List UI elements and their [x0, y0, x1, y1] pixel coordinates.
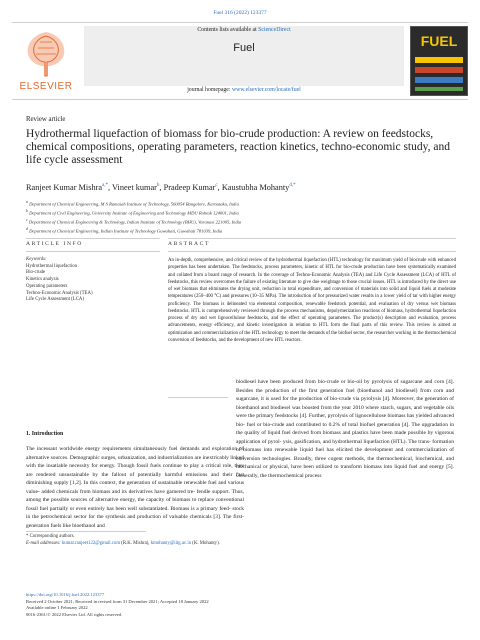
journal-banner	[84, 26, 404, 86]
keyword: Techno-Economic Analysis (TEA)	[26, 290, 93, 296]
email-line: E-mail addresses: kumar.ranjeet122@gmail.com (R.K. Mishra), kmohanty@iitg.ac.in (K. Mohanty).	[26, 540, 220, 546]
article-info-heading: ARTICLE INFO	[26, 241, 83, 247]
publication-info	[26, 592, 456, 619]
intro-right-column: biodiesel have been produced from bio-crude or bio-oil by pyrolysis of sugarcane and corn [4]. Besides the production of the first generation fuel (bioethanol and biodiesel) from corn and sugarcane, it is used for the production of bio-crude via pyrolysis [4]. Moreover, the generation of bioethanol and biodiesel was boosted from the year 2010 where starch, sugars, and vegetable oils were the primary feedstocks [4]. Further, pyrolysis of lignocellulose biomass has yielded advanced bio- fuel or bio-crude and contributed to 0.2% of total biofuel generation [4]. The upgradation in the quality of liquid fuel derived from biomass and plastics have been made possible by vigorous application of pyrol- ysis, gasification, and hydrothermal liquefaction (HTL). The trans- formation of biomass into renewable liquid fuel has elicited the development and commercialization of conversion technologies. Broadly, three cogent methods, the thermochemical, biochemical, and mechanical or physical, have been utilized to transform biomass into liquid fuel and energy [5]. Generally, the thermochemical process	[236, 379, 454, 479]
email-link[interactable]: kumar.ranjeet122@gmail.com	[61, 540, 121, 546]
contents-text: Contents lists available at	[197, 27, 259, 33]
footnotes	[26, 534, 456, 547]
journal-name: Fuel	[233, 42, 255, 54]
contents-line	[84, 27, 404, 33]
journal-reference[interactable]: Fuel 316 (2022) 123377	[213, 10, 267, 16]
author[interactable]: Pradeep Kumar$^c$,	[163, 183, 222, 192]
email-link[interactable]: kmohanty@iitg.ac.in	[150, 540, 192, 546]
affiliation: $^b$ Department of Civil Engineering, University Institute of Engineering and Technology MDU Rohtak 124001, India	[26, 208, 239, 216]
author[interactable]: Vineet kumar$^b$,	[112, 183, 164, 192]
doi-link[interactable]: https://doi.org/10.1016/j.fuel.2022.123377	[26, 592, 105, 597]
sciencedirect-link[interactable]: ScienceDirect	[258, 27, 291, 33]
divider	[168, 251, 456, 252]
journal-cover[interactable]	[410, 26, 468, 96]
keyword: Life Cycle Assessment (LCA)	[26, 297, 84, 303]
homepage-text: journal homepage:	[187, 87, 232, 93]
publisher-name: ELSEVIER	[19, 81, 73, 92]
abstract-heading: ABSTRACT	[168, 241, 211, 247]
affiliation: $^a$ Department of Chemical Engineering, M S Ramaiah Institute of Technology, 560054 Bangalore, Karnataka, India	[26, 200, 239, 207]
affiliations	[26, 199, 456, 235]
divider	[26, 238, 160, 239]
divider	[26, 251, 160, 252]
article-type: Review article	[26, 116, 66, 123]
homepage-line	[84, 87, 404, 93]
keyword: Bio-crude	[26, 270, 46, 276]
cover-stripe	[415, 57, 463, 63]
intro-left-column: The incessant worldwide energy requirements simultaneously fuel demands and exploration of alternative sources. Demographic surges, urbanization, and industrialization are inextricably linked with the insatiable necessity for energy. Though fossil fuels continue to play a critical role, they are rendered unsustainable by the fallout of potentially harmful emissions and their fast diminishing supply [1,2]. In this context, the generation of sustainable renewable fuel and various value- added chemicals from biomass and its derivatives have garnered tre- fendle support. Thus, among the possible sources of alternative energy, the capacity of biomass to replace conventional fossil fuel partially or even entirely has been well substantiated. Biomass is a primary feed- stock in the petrochemical sector for the synthesis and production of valuable chemicals [3]. The first- generation fuels like bioethanol and	[26, 446, 244, 529]
keyword: Operating parameters	[26, 283, 68, 289]
cover-stripe	[415, 67, 463, 73]
elsevier-logo	[14, 26, 78, 92]
cover-stripe	[415, 87, 463, 91]
homepage-link[interactable]: www.elsevier.com/locate/fuel	[231, 87, 301, 93]
available-online: Available online 1 February 2022	[26, 605, 88, 611]
affiliation: $^d$ Department of Chemical Engineering, Indian Institute of Technology Guwahati, Guwahati 781039, India	[26, 226, 223, 234]
elsevier-tree-icon	[14, 26, 78, 80]
author[interactable]: Kaustubha Mohanty$^{d,*}$	[221, 183, 296, 192]
keywords-label: Keywords:	[26, 257, 47, 262]
keyword: Hydrothermal liquefaction	[26, 263, 78, 269]
paper-title: Hydrothermal liquefaction of biomass for bio-crude production: A review on feedstocks, chemical compositions, operating parameters, reaction kinetics, techno-economic study, and life cycle assessment	[26, 128, 450, 166]
divider	[168, 397, 228, 398]
affiliation: $^c$ Department of Chemical Engineering & Technology, Indian Institute of Technology (BHU), Varanasi 221005, India	[26, 217, 242, 225]
author[interactable]: Ranjeet Kumar Mishra$^{a,*}$,	[26, 183, 113, 192]
corresponding-note: * Corresponding authors.	[26, 534, 75, 539]
issn-copyright: 0016-2361/© 2022 Elsevier Ltd. All rights reserved.	[26, 612, 123, 618]
footnote-divider	[26, 531, 146, 532]
keywords	[26, 257, 160, 304]
cover-title: FUEL	[420, 33, 458, 49]
cover-stripe	[415, 77, 463, 83]
divider	[168, 238, 456, 239]
history-dates: Received 2 October 2021; Received in revised form 31 December 2021; Accepted 18 January 2022	[26, 598, 209, 604]
abstract-text: An in-depth, comprehensive, and critical review of the hydrothermal liquefaction (HTL) technology for maximum yield of biocrude with enhanced properties has been undertaken. The feedstocks, process parameters, kinetic of HTL for bio-crude production have been systematically examined and collated from a board range of research. In the coverage of Techno-Economic Analysis (TEA) and Life Cycle Assessment (LCA) of HTL of feedstocks, this review overcomes the failure of existing literature to give due weightage to those crucial issues. HTL is introduced by the direct use of wet biomass that eliminates the drying unit, reduction in total expenditure, and conversion of materials into solid and liquid fuels at moderate temperatures (250–400 °C) and pressures (10–35 MPa). The introduction of hot pressurized water results in a lower yield of tar with higher energy proficiency. The biomass is delineated via elemental composition, renewable feedstock potential, and evaluation of dry versus wet biomass feedstocks. HTL is comprehensively reviewed through the process mechanisms, depolymerization reactions of biomass, hydrothermal liquefaction process of dry and wet lignocellulose feedstocks, and the effect of operating parameters. The product(s) description and evaluation, process advancements, energy efficiency, and kinetic investigation in relation to HTL form the final parts of this review. This review is aimed at optimization and commercialization of the HTL technology to meet the demands of the biofuel sector, the researcher working in the thermochemical conversion of feedstocks, and the development of new HTL reactors.	[168, 258, 456, 343]
keyword: Kinetics analysis	[26, 277, 59, 283]
section-heading: 1. Introduction	[26, 431, 64, 437]
author-list	[26, 183, 456, 192]
